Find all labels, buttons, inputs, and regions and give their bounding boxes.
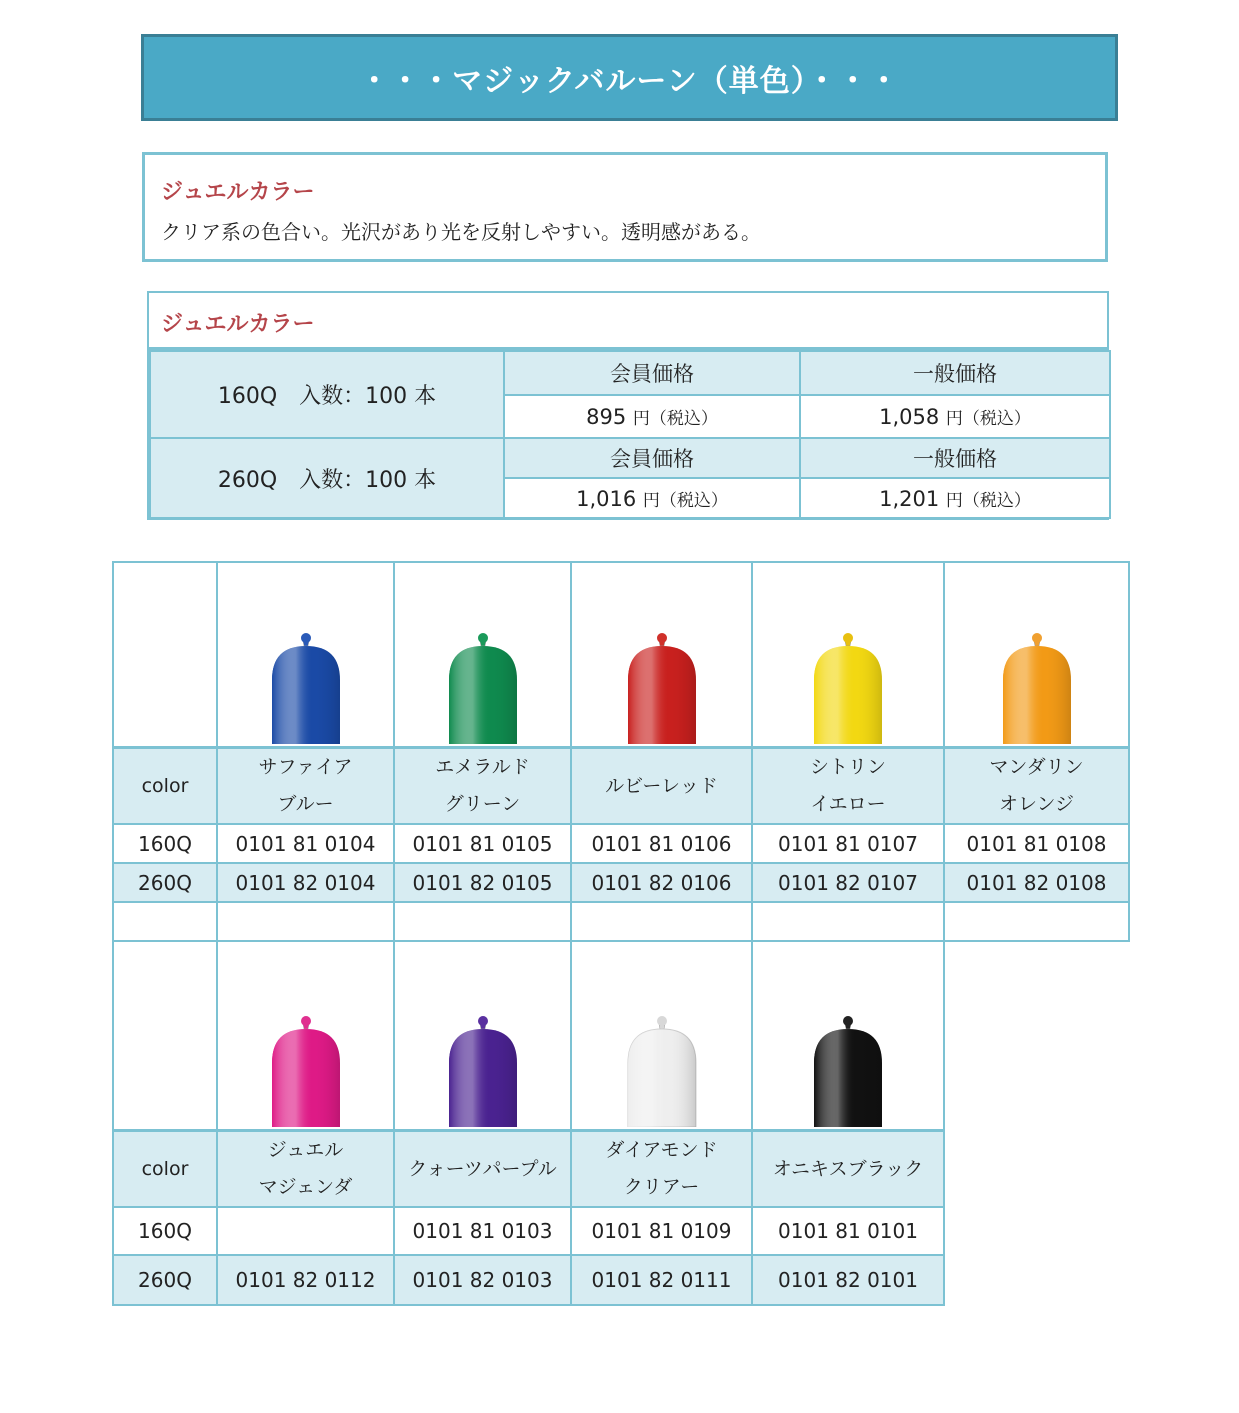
member-price-header: 会員価格	[504, 438, 800, 478]
price-table-title: ジュエルカラー	[149, 293, 1107, 350]
empty-cell	[944, 1131, 1129, 1208]
empty-cell	[944, 1207, 1129, 1255]
color-name-cell	[944, 748, 1129, 825]
color-name-line1: シトリン	[809, 756, 886, 778]
balloon-image-cell	[752, 562, 944, 748]
product-code-260q: 0101 82 0104	[217, 863, 394, 902]
row-label-160q: 160Q	[113, 824, 217, 863]
product-code-160q: 0101 81 0109	[571, 1207, 752, 1255]
empty-cell	[944, 1255, 1129, 1305]
color-name-line2: イエロー	[810, 793, 886, 815]
color-name-line1: ダイアモンド	[605, 1139, 718, 1161]
color-name-cell	[752, 748, 944, 825]
color-name-cell	[217, 748, 394, 825]
color-name-line2: ブルー	[277, 793, 334, 815]
color-name-cell	[217, 1131, 394, 1208]
product-code-160q: 0101 81 0105	[394, 824, 571, 863]
balloon-icon	[443, 632, 523, 744]
description-text: クリア系の色合い。光沢があり光を反射しやすい。透明感がある。	[161, 220, 761, 244]
member-price: 895 円（税込）	[504, 395, 800, 438]
general-price: 1,201 円（税込）	[800, 478, 1110, 518]
balloon-icon	[443, 1015, 523, 1127]
price-row-label: 260Q 入数：100 本	[150, 438, 504, 518]
color-name-line1: クォーツパープル	[408, 1157, 557, 1180]
color-name-line2: グリーン	[444, 793, 521, 815]
member-price: 1,016 円（税込）	[504, 478, 800, 518]
color-name-line1: ルビーレッド	[605, 774, 718, 797]
color-label: color	[113, 1131, 217, 1208]
balloon-icon	[622, 632, 702, 744]
spacer-cell	[113, 902, 217, 941]
color-name-line1: エメラルド	[435, 756, 530, 778]
balloon-image-cell	[394, 562, 571, 748]
general-price-header: 一般価格	[800, 351, 1110, 395]
product-code-160q	[217, 1207, 394, 1255]
balloon-image-cell	[944, 562, 1129, 748]
product-code-260q: 0101 82 0105	[394, 863, 571, 902]
row-label-160q: 160Q	[113, 1207, 217, 1255]
balloon-image-cell	[217, 941, 394, 1131]
balloon-icon	[997, 632, 1077, 744]
color-name-line1: オニキスブラック	[772, 1157, 924, 1180]
color-name-line2: クリアー	[623, 1176, 700, 1198]
balloon-image-cell	[571, 562, 752, 748]
page-title-banner	[141, 34, 1118, 121]
product-code-260q: 0101 82 0101	[752, 1255, 944, 1305]
product-code-160q: 0101 81 0101	[752, 1207, 944, 1255]
color-name-line1: マンダリン	[989, 756, 1084, 778]
product-code-160q: 0101 81 0104	[217, 824, 394, 863]
price-row-label: 160Q 入数：100 本	[150, 351, 504, 438]
product-code-260q: 0101 82 0103	[394, 1255, 571, 1305]
product-code-260q: 0101 82 0111	[571, 1255, 752, 1305]
balloon-icon	[808, 632, 888, 744]
general-price: 1,058 円（税込）	[800, 395, 1110, 438]
product-code-160q: 0101 81 0107	[752, 824, 944, 863]
color-name-cell	[571, 748, 752, 825]
color-name-cell	[752, 1131, 944, 1208]
spacer-cell	[752, 902, 944, 941]
balloon-icon	[266, 1015, 346, 1127]
balloon-icon	[808, 1015, 888, 1127]
empty-cell	[944, 941, 1129, 1131]
description-box	[142, 152, 1108, 262]
color-name-line1: ジュエル	[267, 1139, 344, 1161]
color-name-cell	[571, 1131, 752, 1208]
product-code-160q: 0101 81 0103	[394, 1207, 571, 1255]
color-code-table	[112, 561, 1130, 1306]
color-name-cell	[394, 1131, 571, 1208]
balloon-image-cell	[752, 941, 944, 1131]
product-code-260q: 0101 82 0106	[571, 863, 752, 902]
balloon-image-cell	[571, 941, 752, 1131]
spacer-cell	[944, 902, 1129, 941]
balloon-icon	[622, 1015, 702, 1127]
image-row-blank-cell	[113, 941, 217, 1131]
balloon-image-cell	[217, 562, 394, 748]
general-price-header: 一般価格	[800, 438, 1110, 478]
balloon-icon	[266, 632, 346, 744]
product-code-160q: 0101 81 0106	[571, 824, 752, 863]
color-label: color	[113, 748, 217, 825]
member-price-header: 会員価格	[504, 351, 800, 395]
row-label-260q: 260Q	[113, 863, 217, 902]
color-name-line1: サファイア	[258, 756, 353, 778]
spacer-cell	[217, 902, 394, 941]
spacer-cell	[571, 902, 752, 941]
price-grid	[149, 350, 1111, 519]
price-table	[147, 291, 1109, 520]
product-code-260q: 0101 82 0112	[217, 1255, 394, 1305]
row-label-260q: 260Q	[113, 1255, 217, 1305]
product-code-160q: 0101 81 0108	[944, 824, 1129, 863]
product-code-260q: 0101 82 0108	[944, 863, 1129, 902]
balloon-image-cell	[394, 941, 571, 1131]
color-name-line2: オレンジ	[998, 793, 1075, 815]
product-code-260q: 0101 82 0107	[752, 863, 944, 902]
image-row-blank-cell	[113, 562, 217, 748]
page-title: ・・・マジックバルーン（単色）・・・	[359, 63, 900, 99]
description-title: ジュエルカラー	[161, 180, 315, 205]
color-name-line2: マジェンダ	[258, 1176, 353, 1198]
spacer-cell	[394, 902, 571, 941]
color-name-cell	[394, 748, 571, 825]
